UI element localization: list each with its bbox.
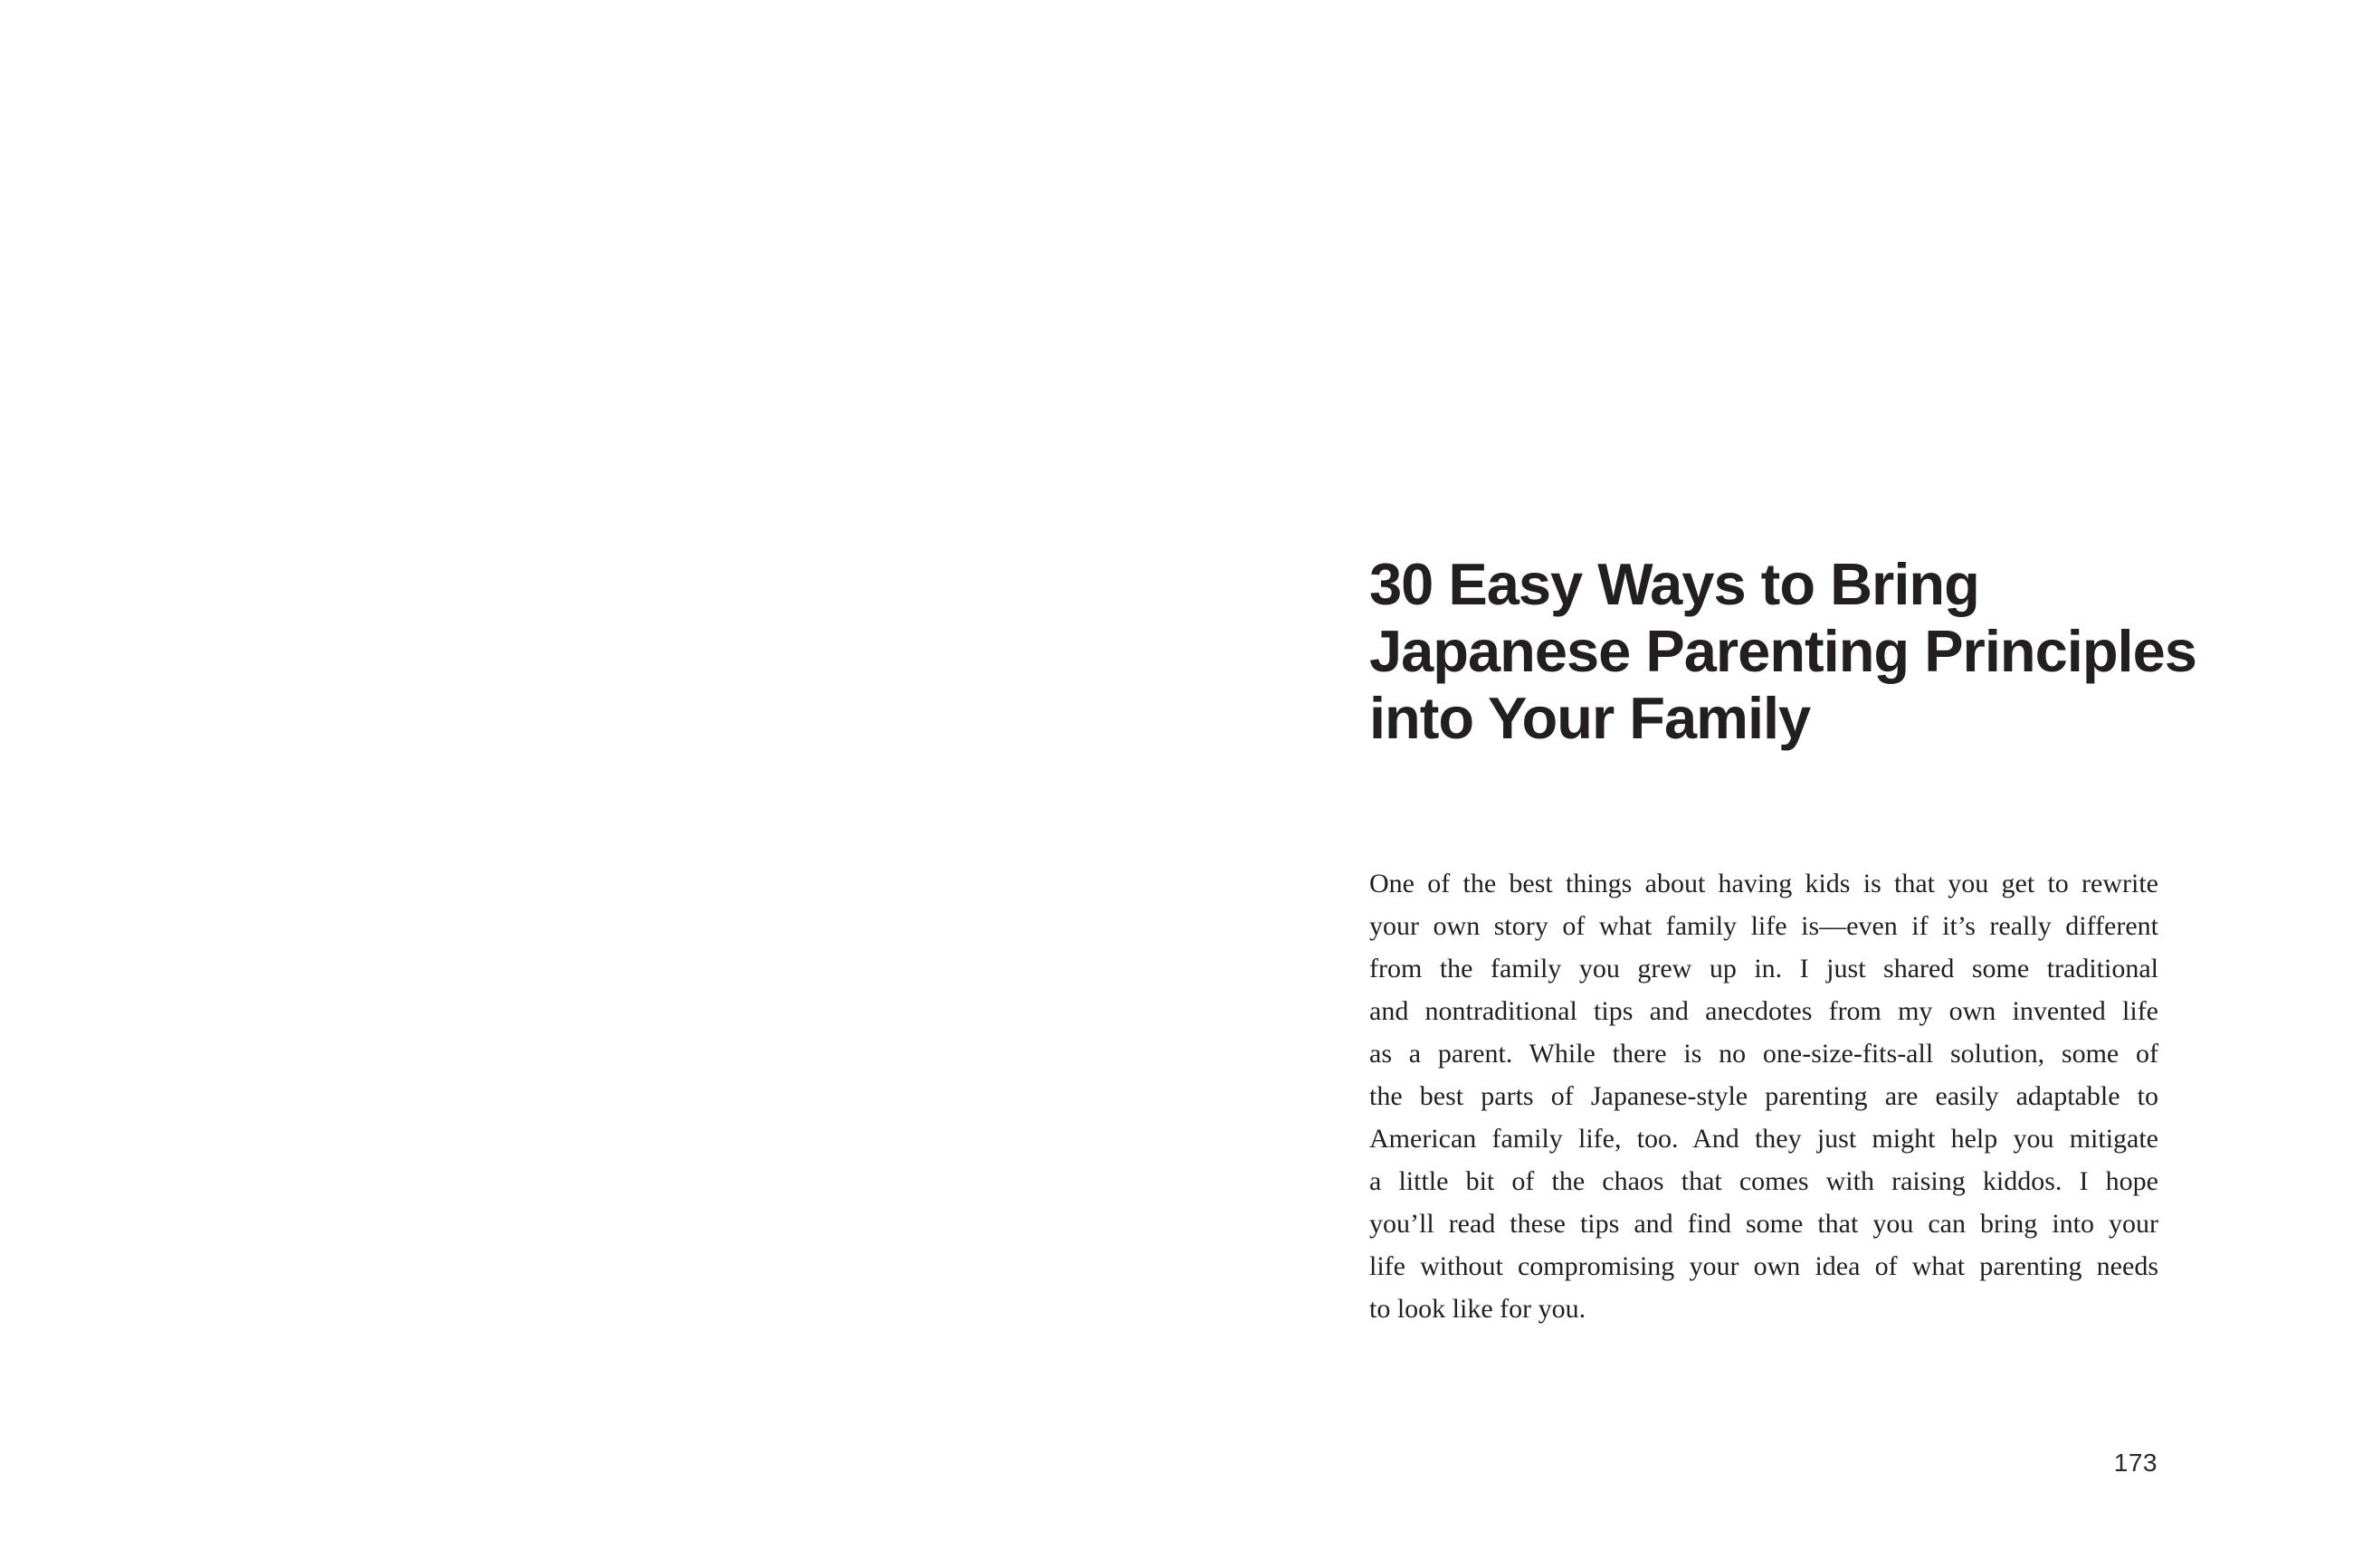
chapter-title-line-1: 30 Easy Ways to Bring [1369,551,1979,617]
paragraph-line: life without compromising your own idea of what parenting needs [1369,1251,2158,1281]
paragraph-line: to look like for you. [1369,1294,1586,1324]
paragraph-line: the best parts of Japanese-style parenting are easily adaptable to [1369,1081,2158,1111]
paragraph-line: American family life, too. And they just might help you mitigate [1369,1124,2158,1154]
paragraph-line: your own story of what family life is—even if it’s really different [1369,911,2158,941]
left-page-blank [0,0,1176,1568]
chapter-title [1369,551,2196,752]
chapter-title-line-3: into Your Family [1369,685,1811,751]
paragraph-line: and nontraditional tips and anecdotes from my own invented life [1369,996,2158,1026]
chapter-intro-paragraph [1369,862,2158,1330]
paragraph-line: from the family you grew up in. I just shared some traditional [1369,954,2158,984]
chapter-title-line-2: Japanese Parenting Principles [1369,618,2196,684]
paragraph-line: One of the best things about having kids is that you get to rewrite [1369,869,2158,898]
paragraph-line: as a parent. While there is no one-size-fits-all solution, some of [1369,1039,2158,1069]
paragraph-line: you’ll read these tips and find some that you can bring into your [1369,1209,2158,1239]
page-number: 173 [2113,1449,2158,1477]
right-page [1176,0,2353,1568]
paragraph-line: a little bit of the chaos that comes with raising kiddos. I hope [1369,1166,2158,1196]
